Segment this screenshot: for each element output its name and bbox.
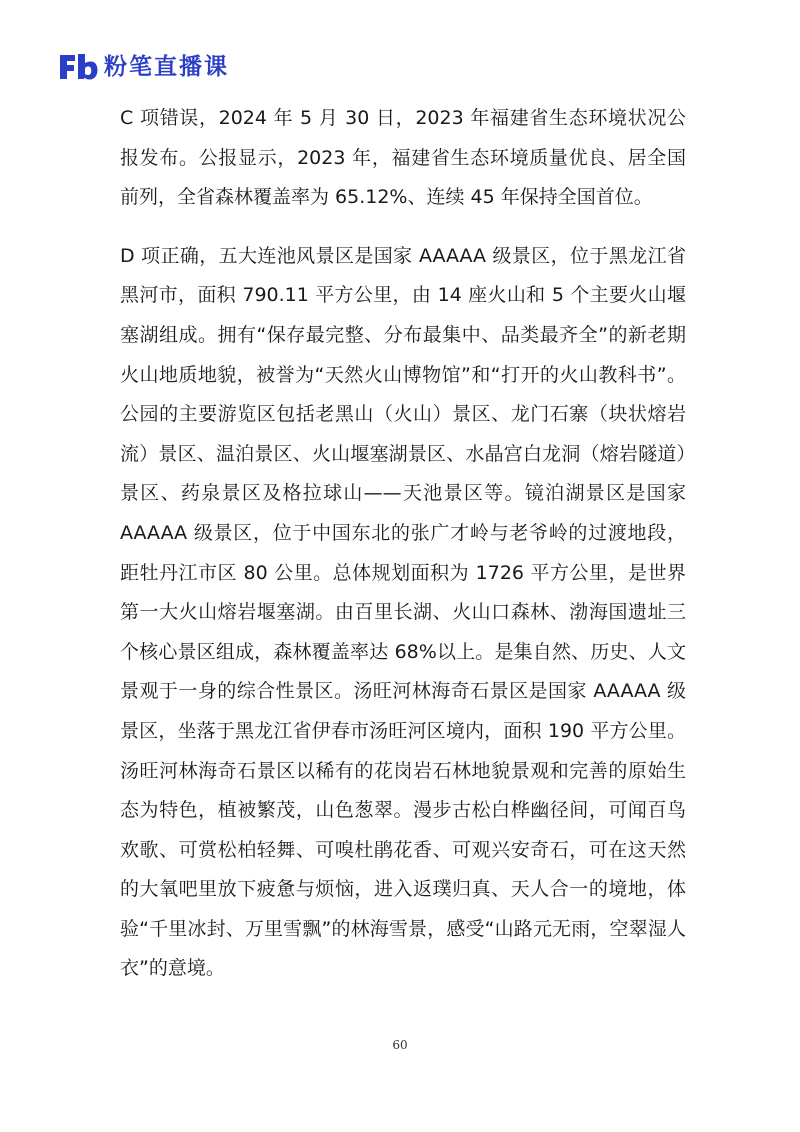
- brand-name: 粉笔直播课: [104, 54, 229, 80]
- paragraph-option-d: D 项正确，五大连池风景区是国家 AAAAA 级景区，位于黑龙江省黑河市，面积 790.11 平方公里，由 14 座火山和 5 个主要火山堰塞湖组成。拥有“保存最完整、分布最集中、品类最齐全”的新老期火山地质地貌，被誉为“天然火山博物馆”和“打开的火山教科书”。公园的主要游览区包括老黑山（火山）景区、龙门石寨（块状熔岩流）景区、温泊景区、火山堰塞湖景区、水晶宫白龙洞（熔岩隧道）景区、药泉景区及格拉球山——天池景区等。镜泊湖景区是国家 AAAAA 级景区，位于中国东北的张广才岭与老爷岭的过渡地段，距牡丹江市区 80 公里。总体规划面积为 1726 平方公里，是世界第一大火山熔岩堰塞湖。由百里长湖、火山口森林、渤海国遗址三个核心景区组成，森林覆盖率达 68%以上。是集自然、历史、人文景观于一身的综合性景区。汤旺河林海奇石景区是国家 AAAAA 级景区，坐落于黑龙江省伊春市汤旺河区境内，面积 190 平方公里。汤旺河林海奇石景区以稀有的花岗岩石林地貌景观和完善的原始生态为特色，植被繁茂，山色葱翠。漫步古松白桦幽径间，可闻百鸟欢歌、可赏松柏轻舞、可嗅杜鹃花香、可观兴安奇石，可在这天然的大氧吧里放下疲惫与烦恼，进入返璞归真、天人合一的境地，体验“千里冰封、万里雪飘”的林海雪景，感受“山路元无雨，空翠湿人衣”的意境。: [120, 244, 686, 980]
- paragraph-option-c: C 项错误，2024 年 5 月 30 日，2023 年福建省生态环境状况公报发布。公报显示，2023 年，福建省生态环境质量优良、居全国前列，全省森林覆盖率为 65.12%、连续 45 年保持全国首位。: [120, 107, 686, 209]
- document-body: [120, 99, 686, 989]
- page-number: 60: [392, 1038, 408, 1052]
- fb-logo-icon: [58, 52, 98, 82]
- page-header: [58, 50, 229, 84]
